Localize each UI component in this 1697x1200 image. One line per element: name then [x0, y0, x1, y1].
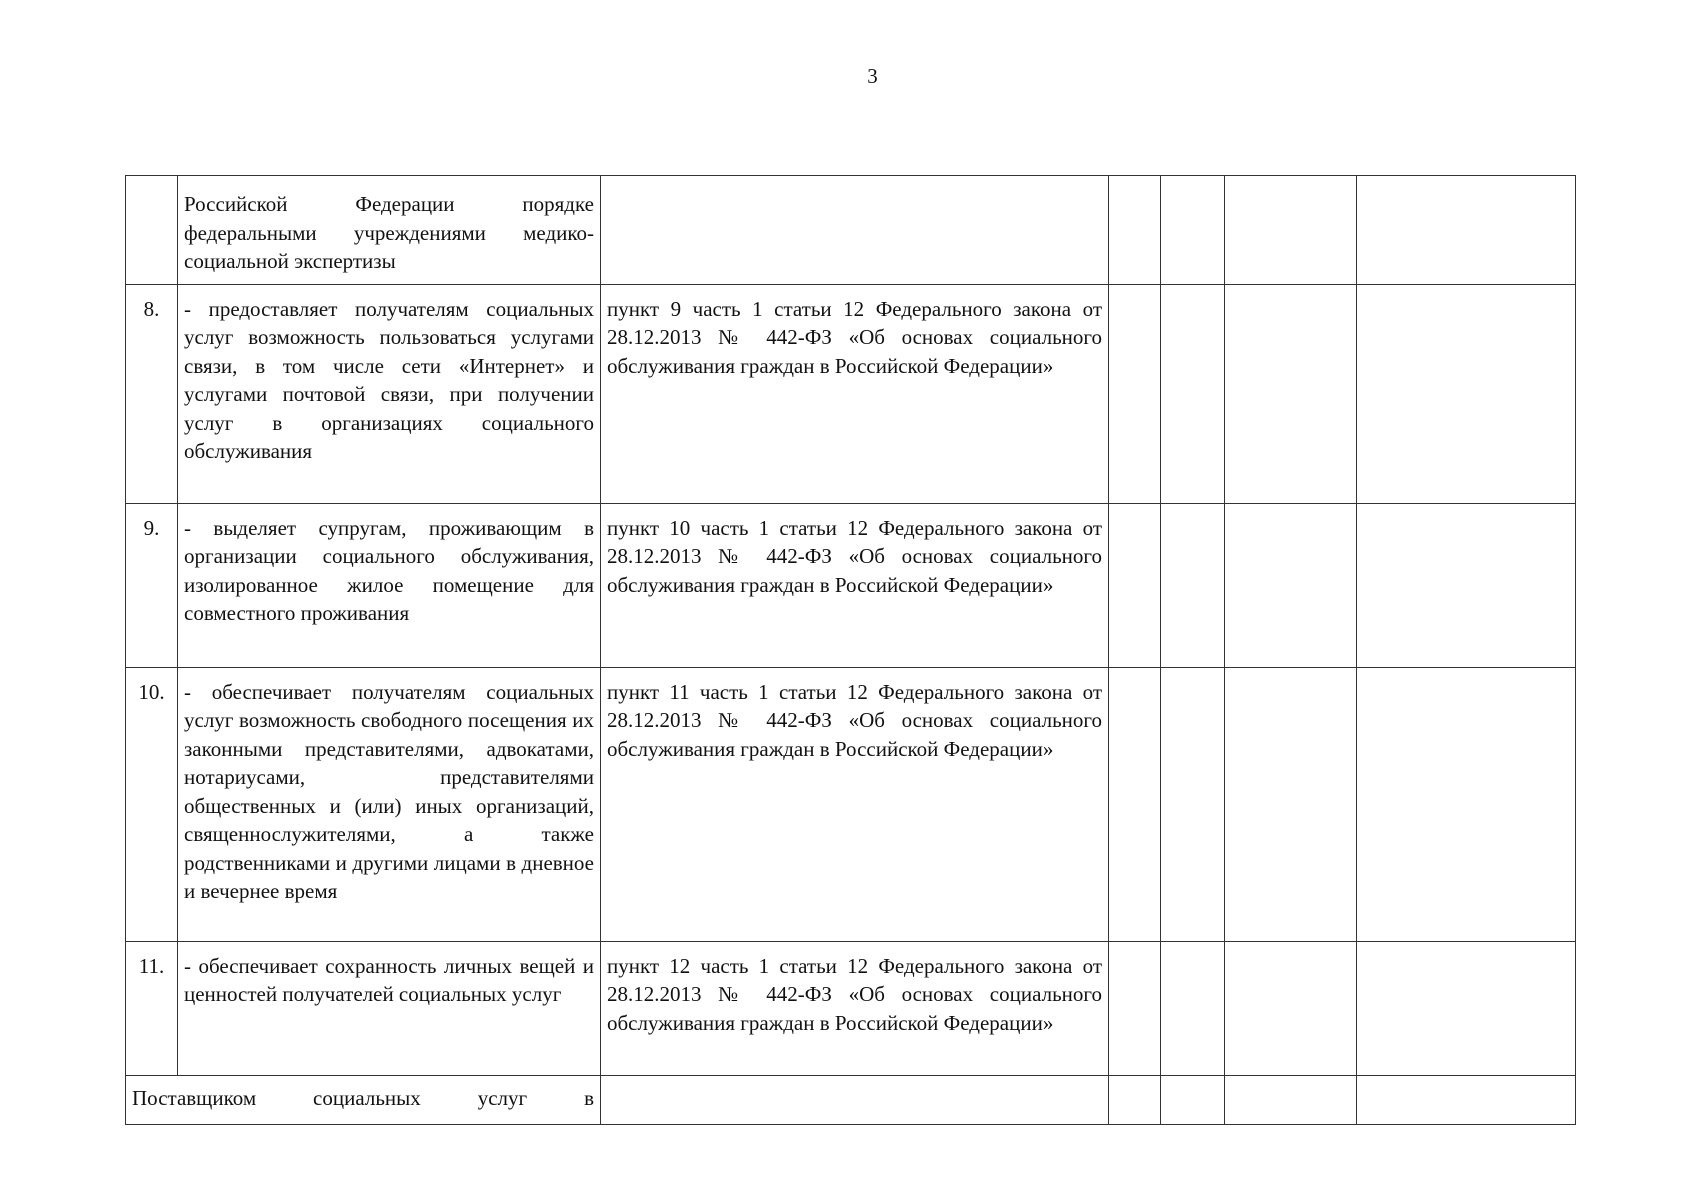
empty-cell: [1357, 1075, 1576, 1124]
number-cell: [126, 176, 178, 285]
legal-basis-cell: пункт 9 часть 1 статьи 12 Федерального закона от 28.12.2013 № 442-ФЗ «Об основах социального обслуживания граждан в Российской Федерации»: [601, 284, 1109, 503]
empty-cell: [1161, 1075, 1225, 1124]
number-cell: 9.: [126, 503, 178, 667]
requirement-cell: Российской Федерации порядке федеральными учреждениями медико-социальной экспертизы: [178, 176, 601, 285]
empty-cell: [1109, 176, 1161, 285]
empty-cell: [1357, 284, 1576, 503]
legal-basis-cell: пункт 10 часть 1 статьи 12 Федерального закона от 28.12.2013 № 442-ФЗ «Об основах социального обслуживания граждан в Российской Федерации»: [601, 503, 1109, 667]
requirement-cell: - обеспечивает получателям социальных услуг возможность свободного посещения их законными представителями, адвокатами, нотариусами, представителями общественных и (или) иных организаций, священнослужителями, а также родственниками и другими лицами в дневное и вечернее время: [178, 667, 601, 941]
empty-cell: [1357, 667, 1576, 941]
legal-basis-cell: пункт 11 часть 1 статьи 12 Федерального закона от 28.12.2013 № 442-ФЗ «Об основах социального обслуживания граждан в Российской Федерации»: [601, 667, 1109, 941]
number-cell: 10.: [126, 667, 178, 941]
table-row: [126, 284, 1576, 503]
empty-cell: [1109, 284, 1161, 503]
table-row-continuation: [126, 176, 1576, 285]
requirements-table: [125, 175, 1576, 1125]
empty-cell: [1161, 176, 1225, 285]
page-number: 3: [867, 64, 878, 88]
requirement-cell: - выделяет супругам, проживающим в организации социального обслуживания, изолированное жилое помещение для совместного проживания: [178, 503, 601, 667]
table-row: [126, 667, 1576, 941]
number-cell: 11.: [126, 941, 178, 1075]
table-row: [126, 503, 1576, 667]
empty-cell: [1225, 941, 1357, 1075]
empty-cell: [1161, 503, 1225, 667]
footer-section-cell: Поставщиком социальных услуг в: [126, 1075, 601, 1124]
empty-cell: [1357, 503, 1576, 667]
table-row: [126, 941, 1576, 1075]
empty-cell: [1225, 284, 1357, 503]
legal-basis-cell: [601, 176, 1109, 285]
empty-cell: [1357, 941, 1576, 1075]
empty-cell: [1225, 1075, 1357, 1124]
empty-cell: [601, 1075, 1109, 1124]
legal-basis-cell: пункт 12 часть 1 статьи 12 Федерального закона от 28.12.2013 № 442-ФЗ «Об основах социального обслуживания граждан в Российской Федерации»: [601, 941, 1109, 1075]
number-cell: 8.: [126, 284, 178, 503]
empty-cell: [1109, 1075, 1161, 1124]
empty-cell: [1225, 667, 1357, 941]
empty-cell: [1225, 503, 1357, 667]
empty-cell: [1161, 941, 1225, 1075]
table-row-footer: [126, 1075, 1576, 1124]
empty-cell: [1225, 176, 1357, 285]
empty-cell: [1109, 667, 1161, 941]
empty-cell: [1161, 667, 1225, 941]
empty-cell: [1357, 176, 1576, 285]
requirement-cell: - предоставляет получателям социальных услуг возможность пользоваться услугами связи, в том числе сети «Интернет» и услугами почтовой связи, при получении услуг в организациях социального обслуживания: [178, 284, 601, 503]
empty-cell: [1161, 284, 1225, 503]
empty-cell: [1109, 941, 1161, 1075]
empty-cell: [1109, 503, 1161, 667]
requirement-cell: - обеспечивает сохранность личных вещей и ценностей получателей социальных услуг: [178, 941, 601, 1075]
